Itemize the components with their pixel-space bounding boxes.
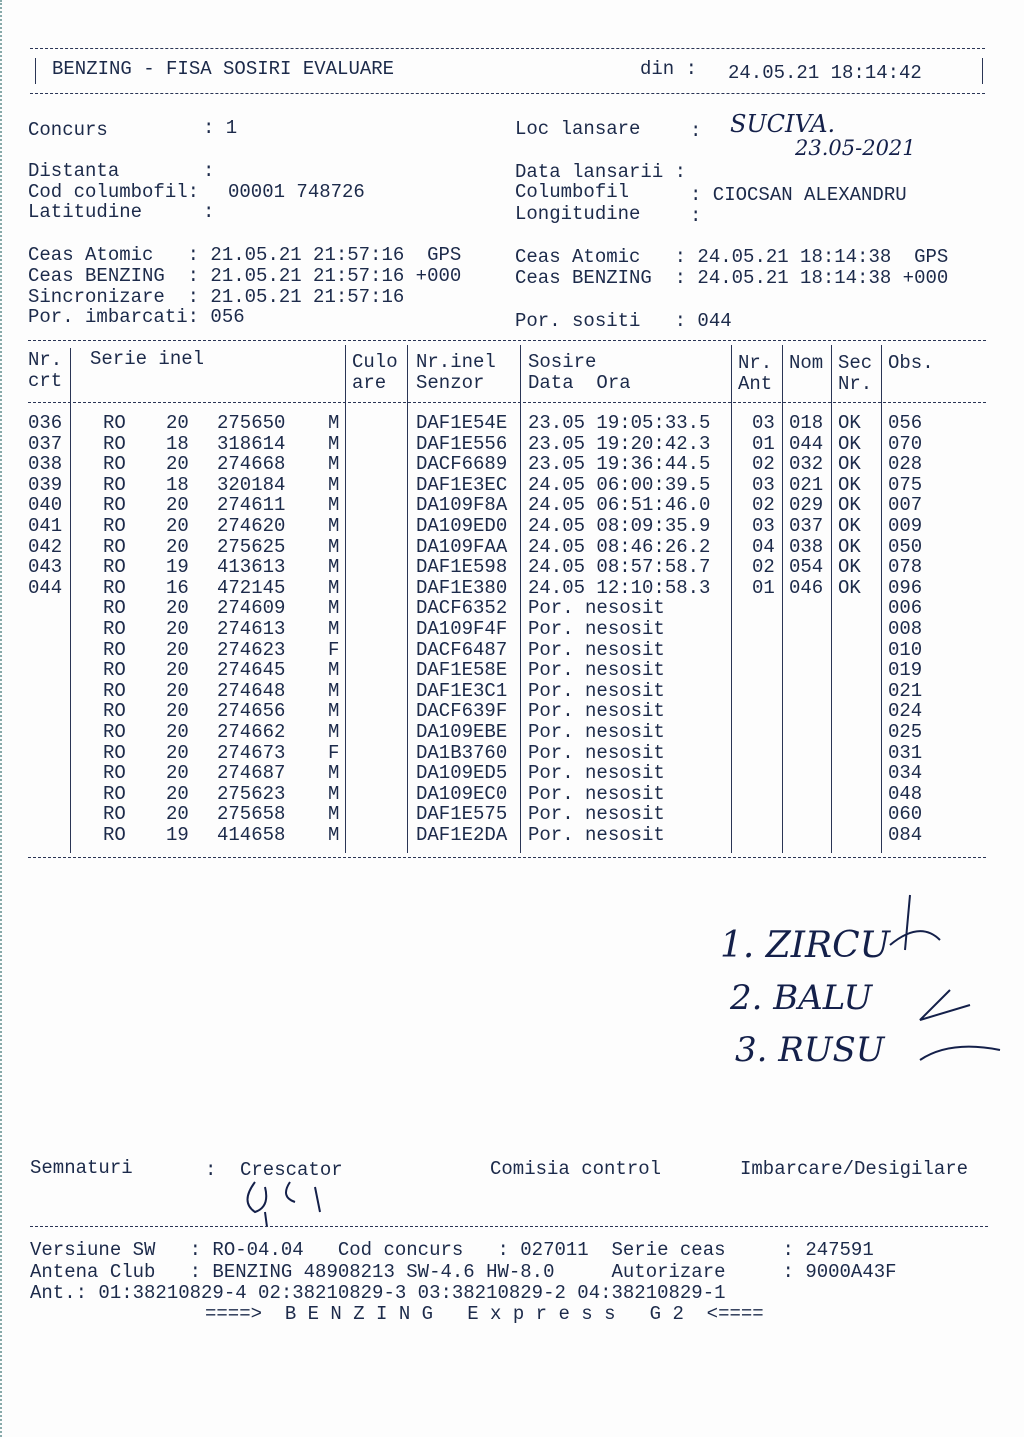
- cell-sex: F: [328, 638, 340, 661]
- handwritten-signer-3: 3. RUSU: [735, 1030, 885, 1070]
- cell-arrival: Por. nesosit: [528, 638, 665, 661]
- col-sep: [520, 345, 521, 853]
- cell-sensor-ring: DA109EBE: [416, 721, 508, 743]
- cell-obs: 096: [888, 576, 923, 599]
- cell-sex: M: [328, 535, 340, 558]
- cell-sex: M: [328, 432, 340, 455]
- cell-sec: OK: [838, 453, 861, 476]
- cell-arrival: Por. nesosit: [528, 741, 665, 764]
- cell-ring-number: 320184: [217, 473, 286, 496]
- cell-sensor-ring: DAF1E3C1: [416, 679, 508, 702]
- cell-ring-number: 414658: [217, 824, 286, 846]
- cell-country: RO: [103, 762, 126, 785]
- divider: [28, 402, 986, 403]
- cell-year: 20: [166, 638, 189, 661]
- cell-sex: M: [328, 453, 340, 476]
- cell-nr-crt: 038: [28, 453, 63, 476]
- divider: [28, 340, 986, 341]
- cell-sensor-ring: DAF1E58E: [416, 659, 508, 682]
- col-sep: [881, 345, 882, 853]
- cell-ring-number: 275623: [217, 782, 286, 805]
- cell-ring-number: 274613: [217, 618, 286, 640]
- cell-antenna: 01: [752, 432, 775, 455]
- cell-year: 20: [166, 535, 189, 558]
- cell-arrival: 24.05 06:51:46.0: [528, 494, 711, 517]
- cell-ring-number: 274623: [217, 638, 286, 661]
- footer-brand: ====> B E N Z I N G E x p r e s s G 2 <====: [205, 1303, 764, 1325]
- cell-antenna: 04: [752, 535, 775, 558]
- col-header: Serie inel: [90, 348, 205, 370]
- footer-line: Versiune SW : RO-04.04 Cod concurs : 027011 Serie ceas : 247591: [30, 1239, 874, 1261]
- cell-country: RO: [103, 535, 126, 558]
- cell-obs: 056: [888, 412, 923, 434]
- cell-sensor-ring: DA109F4F: [416, 618, 508, 640]
- cell-ring-number: 274687: [217, 762, 286, 785]
- cell-country: RO: [103, 824, 126, 846]
- cell-country: RO: [103, 494, 126, 517]
- cell-country: RO: [103, 515, 126, 537]
- cell-obs: 031: [888, 741, 923, 764]
- cell-sex: M: [328, 412, 340, 434]
- cell-year: 19: [166, 824, 189, 846]
- concurs-label: Concurs: [28, 119, 108, 141]
- cell-arrival: Por. nesosit: [528, 597, 665, 620]
- signatures-label: Semnaturi: [30, 1157, 133, 1179]
- border: [982, 58, 983, 84]
- cell-year: 19: [166, 556, 189, 579]
- cell-sensor-ring: DAF1E54E: [416, 412, 508, 434]
- cell-sex: M: [328, 721, 340, 743]
- cell-arrival: Por. nesosit: [528, 721, 665, 743]
- cell-country: RO: [103, 782, 126, 805]
- cell-obs: 025: [888, 721, 923, 743]
- cell-year: 20: [166, 721, 189, 743]
- cell-arrival: 23.05 19:20:42.3: [528, 432, 711, 455]
- cell-obs: 028: [888, 453, 923, 476]
- cell-sensor-ring: DAF1E2DA: [416, 824, 508, 846]
- cell-sec: OK: [838, 432, 861, 455]
- col-header: Sec: [838, 352, 873, 374]
- cell-antenna: 02: [752, 556, 775, 579]
- cell-arrival: 24.05 06:00:39.5: [528, 473, 711, 496]
- cell-obs: 050: [888, 535, 923, 558]
- col-header: are: [352, 372, 387, 394]
- cell-sex: M: [328, 700, 340, 723]
- col-header: Sosire: [528, 351, 597, 373]
- cell-sec: OK: [838, 576, 861, 599]
- cell-sensor-ring: DAF1E3EC: [416, 473, 508, 496]
- cell-country: RO: [103, 618, 126, 640]
- cell-arrival: 24.05 08:09:35.9: [528, 515, 711, 537]
- col-header: Nr.inel: [416, 351, 496, 373]
- cell-ring-number: 274645: [217, 659, 286, 682]
- cell-obs: 021: [888, 679, 923, 702]
- cell-ring-number: 275625: [217, 535, 286, 558]
- cell-obs: 075: [888, 473, 923, 496]
- cell-country: RO: [103, 679, 126, 702]
- cell-nr-crt: 041: [28, 515, 63, 537]
- cell-nom: 054: [789, 556, 824, 579]
- cell-nr-crt: 043: [28, 556, 63, 579]
- cell-sensor-ring: DACF6352: [416, 597, 508, 620]
- cell-year: 20: [166, 679, 189, 702]
- cell-nom: 046: [789, 576, 824, 599]
- cell-nr-crt: 037: [28, 432, 63, 455]
- sep: :: [690, 205, 702, 227]
- cell-antenna: 02: [752, 494, 775, 517]
- sep: :: [203, 201, 215, 223]
- cell-ring-number: 413613: [217, 556, 286, 579]
- cell-obs: 006: [888, 597, 923, 620]
- columbofil-value: : CIOCSAN ALEXANDRU: [690, 184, 907, 206]
- col-header: Obs.: [888, 352, 934, 374]
- cell-country: RO: [103, 597, 126, 620]
- cell-country: RO: [103, 453, 126, 476]
- longitudine-label: Longitudine: [515, 203, 641, 225]
- cell-arrival: 24.05 08:46:26.2: [528, 535, 711, 558]
- cell-ring-number: 274668: [217, 453, 286, 476]
- cell-nom: 018: [789, 412, 824, 434]
- cell-sex: M: [328, 762, 340, 785]
- cell-sex: M: [328, 679, 340, 702]
- cell-nom: 029: [789, 494, 824, 517]
- cell-country: RO: [103, 473, 126, 496]
- handwritten-signer-1: 1. ZIRCU: [720, 925, 891, 966]
- imbarcare-label: Imbarcare/Desigilare: [740, 1158, 969, 1180]
- cell-sex: M: [328, 494, 340, 517]
- date-label: din :: [640, 58, 698, 80]
- cell-sec: OK: [838, 494, 861, 517]
- col-header: Data Ora: [528, 372, 631, 394]
- cell-sex: F: [328, 741, 340, 764]
- cell-ring-number: 274648: [217, 679, 286, 702]
- cell-nr-crt: 040: [28, 494, 63, 517]
- cod-value: 00001 748726: [228, 181, 365, 203]
- cell-nom: 038: [789, 535, 824, 558]
- cell-sensor-ring: DA109FAA: [416, 535, 508, 558]
- cell-ring-number: 275650: [217, 412, 286, 434]
- cell-obs: 010: [888, 638, 923, 661]
- cell-obs: 070: [888, 432, 923, 455]
- cell-year: 20: [166, 597, 189, 620]
- cell-obs: 009: [888, 515, 923, 537]
- sep: :: [203, 160, 215, 182]
- cell-country: RO: [103, 576, 126, 599]
- cell-country: RO: [103, 556, 126, 579]
- comisia-label: Comisia control: [490, 1158, 662, 1180]
- cell-sex: M: [328, 556, 340, 579]
- cell-obs: 024: [888, 700, 923, 723]
- cell-sensor-ring: DAF1E598: [416, 556, 508, 579]
- cell-nr-crt: 036: [28, 412, 63, 434]
- cell-country: RO: [103, 432, 126, 455]
- cell-year: 20: [166, 803, 189, 826]
- cell-year: 20: [166, 515, 189, 537]
- cell-sensor-ring: DA109F8A: [416, 494, 508, 517]
- cell-sec: OK: [838, 473, 861, 496]
- cell-obs: 034: [888, 762, 923, 785]
- cell-sensor-ring: DA109ED5: [416, 762, 508, 785]
- signature-marks: [880, 890, 1010, 1080]
- cell-arrival: Por. nesosit: [528, 618, 665, 640]
- cell-sec: OK: [838, 556, 861, 579]
- cell-obs: 008: [888, 618, 923, 640]
- cod-label: Cod columbofil:: [28, 181, 200, 203]
- cell-antenna: 03: [752, 412, 775, 434]
- sep: :: [690, 120, 702, 142]
- cell-sex: M: [328, 597, 340, 620]
- cell-sensor-ring: DACF639F: [416, 700, 508, 723]
- border: [35, 58, 36, 84]
- cell-obs: 048: [888, 782, 923, 805]
- clock-line: Ceas Atomic : 21.05.21 21:57:16 GPS: [28, 244, 462, 266]
- cell-sec: OK: [838, 412, 861, 434]
- cell-arrival: Por. nesosit: [528, 803, 665, 826]
- col-header: Nr.: [28, 349, 63, 371]
- col-sep: [831, 345, 832, 853]
- cell-arrival: Por. nesosit: [528, 659, 665, 682]
- cell-arrival: 23.05 19:05:33.5: [528, 412, 711, 434]
- cell-year: 20: [166, 453, 189, 476]
- loc-label: Loc lansare: [515, 118, 641, 140]
- crescator-signature: [235, 1172, 335, 1232]
- cell-year: 18: [166, 473, 189, 496]
- cell-country: RO: [103, 803, 126, 826]
- cell-nom: 021: [789, 473, 824, 496]
- cell-nr-crt: 042: [28, 535, 63, 558]
- cell-sensor-ring: DAF1E575: [416, 803, 508, 826]
- cell-ring-number: 274662: [217, 721, 286, 743]
- cell-antenna: 03: [752, 473, 775, 496]
- cell-arrival: Por. nesosit: [528, 700, 665, 723]
- cell-sensor-ring: DA109EC0: [416, 782, 508, 805]
- cell-nom: 044: [789, 432, 824, 455]
- col-header: Culo: [352, 351, 398, 373]
- cell-sec: OK: [838, 515, 861, 537]
- divider: [28, 857, 986, 858]
- col-sep: [407, 345, 408, 853]
- imbarcati-line: Por. imbarcati: 056: [28, 306, 245, 328]
- cell-sex: M: [328, 576, 340, 599]
- col-header: Nr.: [738, 352, 773, 374]
- cell-nr-crt: 044: [28, 576, 63, 599]
- col-header: Nr.: [838, 373, 873, 395]
- cell-sensor-ring: DACF6689: [416, 453, 508, 476]
- cell-sex: M: [328, 782, 340, 805]
- col-sep: [70, 348, 71, 853]
- cell-obs: 078: [888, 556, 923, 579]
- cell-ring-number: 274609: [217, 597, 286, 620]
- scan-edge: [0, 0, 4, 1437]
- footer-line: Ant.: 01:38210829-4 02:38210829-3 03:38210829-2 04:38210829-1: [30, 1282, 726, 1304]
- cell-ring-number: 472145: [217, 576, 286, 599]
- cell-antenna: 03: [752, 515, 775, 537]
- cell-sex: M: [328, 515, 340, 537]
- col-sep: [345, 345, 346, 853]
- footer-line: Antena Club : BENZING 48908213 SW-4.6 HW-8.0 Autorizare : 9000A43F: [30, 1261, 897, 1283]
- cell-year: 20: [166, 659, 189, 682]
- cell-year: 20: [166, 494, 189, 517]
- sositi-line: Por. sositi : 044: [515, 310, 732, 332]
- cell-nom: 037: [789, 515, 824, 537]
- concurs-value: : 1: [203, 117, 238, 139]
- cell-country: RO: [103, 659, 126, 682]
- cell-obs: 019: [888, 659, 923, 682]
- cell-sensor-ring: DAF1E380: [416, 576, 508, 599]
- cell-sensor-ring: DACF6487: [416, 638, 508, 661]
- clock-line: Ceas BENZING : 21.05.21 21:57:16 +000: [28, 265, 462, 287]
- handwritten-signer-2: 2. BALU: [730, 978, 873, 1018]
- cell-year: 20: [166, 700, 189, 723]
- handwritten-location: SUCIVA.: [730, 110, 836, 138]
- cell-nr-crt: 039: [28, 473, 63, 496]
- col-header: Nom: [789, 352, 824, 374]
- clock-line: Sincronizare : 21.05.21 21:57:16: [28, 286, 405, 308]
- cell-ring-number: 274656: [217, 700, 286, 723]
- columbofil-label: Columbofil: [515, 181, 630, 203]
- print-datetime: 24.05.21 18:14:42: [728, 62, 922, 84]
- cell-obs: 007: [888, 494, 923, 517]
- cell-arrival: 23.05 19:36:44.5: [528, 453, 711, 476]
- cell-ring-number: 274611: [217, 494, 286, 517]
- cell-obs: 060: [888, 803, 923, 826]
- cell-ring-number: 318614: [217, 432, 286, 455]
- cell-country: RO: [103, 721, 126, 743]
- divider: [30, 1226, 988, 1227]
- cell-sensor-ring: DA109ED0: [416, 515, 508, 537]
- col-header: crt: [28, 370, 63, 392]
- sep: :: [205, 1159, 217, 1181]
- cell-antenna: 01: [752, 576, 775, 599]
- divider: [30, 48, 985, 49]
- cell-sex: M: [328, 618, 340, 640]
- cell-sex: M: [328, 659, 340, 682]
- cell-ring-number: 274620: [217, 515, 286, 537]
- cell-country: RO: [103, 741, 126, 764]
- cell-arrival: 24.05 12:10:58.3: [528, 576, 711, 599]
- cell-nom: 032: [789, 453, 824, 476]
- data-lansarii-label: Data lansarii :: [515, 161, 687, 183]
- col-sep: [782, 345, 783, 853]
- cell-year: 20: [166, 618, 189, 640]
- cell-country: RO: [103, 700, 126, 723]
- cell-ring-number: 275658: [217, 803, 286, 826]
- cell-year: 20: [166, 741, 189, 764]
- handwritten-date: 23.05-2021: [795, 136, 916, 160]
- cell-arrival: Por. nesosit: [528, 782, 665, 805]
- cell-arrival: Por. nesosit: [528, 824, 665, 846]
- cell-sex: M: [328, 803, 340, 826]
- cell-year: 20: [166, 782, 189, 805]
- cell-country: RO: [103, 412, 126, 434]
- cell-sensor-ring: DAF1E556: [416, 432, 508, 455]
- latitudine-label: Latitudine: [28, 201, 143, 223]
- cell-obs: 084: [888, 824, 923, 846]
- cell-sex: M: [328, 473, 340, 496]
- cell-year: 20: [166, 762, 189, 785]
- cell-ring-number: 274673: [217, 741, 286, 764]
- col-sep: [731, 345, 732, 853]
- cell-arrival: Por. nesosit: [528, 762, 665, 785]
- cell-antenna: 02: [752, 453, 775, 476]
- crescator-label: Crescator: [240, 1159, 343, 1181]
- cell-arrival: Por. nesosit: [528, 679, 665, 702]
- distanta-label: Distanta: [28, 160, 120, 182]
- col-header: Senzor: [416, 372, 485, 394]
- divider: [30, 93, 985, 94]
- cell-year: 18: [166, 432, 189, 455]
- clock-line: Ceas BENZING : 24.05.21 18:14:38 +000: [515, 267, 949, 289]
- cell-year: 16: [166, 576, 189, 599]
- clock-line: Ceas Atomic : 24.05.21 18:14:38 GPS: [515, 246, 949, 268]
- cell-arrival: 24.05 08:57:58.7: [528, 556, 711, 579]
- cell-sex: M: [328, 824, 340, 846]
- sheet-title: BENZING - FISA SOSIRI EVALUARE: [52, 58, 395, 80]
- cell-year: 20: [166, 412, 189, 434]
- cell-country: RO: [103, 638, 126, 661]
- col-header: Ant: [738, 373, 773, 395]
- cell-sensor-ring: DA1B3760: [416, 741, 508, 764]
- cell-sec: OK: [838, 535, 861, 558]
